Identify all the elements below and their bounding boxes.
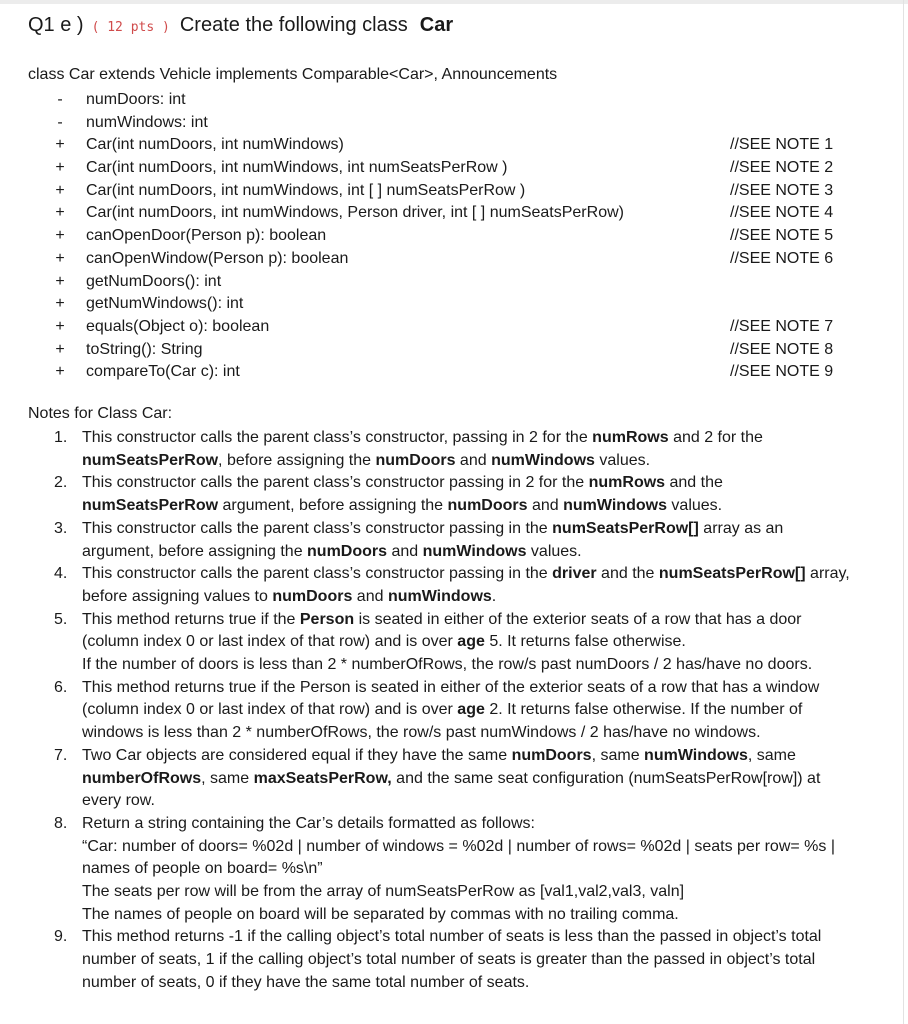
- note-paragraph: [82, 926, 858, 994]
- note-paragraph: [82, 677, 858, 745]
- bold-term: numDoors: [272, 587, 353, 605]
- note-text: Two Car objects are considered equal if they have the same: [82, 746, 512, 764]
- bold-term: numWindows: [491, 451, 595, 469]
- bold-term: numDoors: [447, 497, 528, 515]
- bold-term: numberOfRows: [82, 769, 202, 787]
- member-signature: Car(int numDoors, int numWindows, int [ ] numSeatsPerRow ): [86, 181, 526, 199]
- member-row: [28, 248, 858, 271]
- visibility-symbol: +: [55, 249, 65, 267]
- bold-term: numDoors: [511, 746, 592, 764]
- note-text: is seated in either of the exterior seats of a row that has a door (column index 0 or last index of that row) and is over: [82, 610, 802, 651]
- note-text: values.: [594, 451, 651, 469]
- points-label: ( 12 pts ): [91, 20, 170, 35]
- note-text: 2. It returns false otherwise. If the number of windows is less than 2 * numberOfRows, the row/s past numWindows / 2 has/have no windows.: [82, 701, 803, 742]
- note-paragraph: [82, 904, 858, 927]
- note-number: 7.: [54, 746, 68, 764]
- note-item: [28, 518, 858, 563]
- note-text: Return a string containing the Car’s details formatted as follows:: [82, 814, 535, 832]
- member-signature: canOpenDoor(Person p): boolean: [86, 227, 327, 245]
- note-number: 3.: [54, 519, 68, 537]
- visibility-symbol: -: [57, 113, 63, 131]
- member-signature: equals(Object o): boolean: [86, 317, 270, 335]
- note-paragraph: [82, 813, 858, 836]
- note-text: and: [352, 587, 388, 605]
- bold-term: numSeatsPerRow: [82, 497, 219, 515]
- bold-term: numRows: [592, 429, 669, 446]
- bold-term: Person: [299, 610, 355, 628]
- visibility-symbol: +: [55, 340, 65, 358]
- note-number: 4.: [54, 565, 68, 583]
- note-number: 2.: [54, 474, 68, 492]
- bold-term: numDoors: [307, 542, 388, 560]
- member-note: //SEE NOTE 3: [730, 181, 834, 199]
- notes-title: Notes for Class Car:: [28, 405, 173, 422]
- note-paragraph: [82, 563, 858, 608]
- note-paragraph: [82, 427, 858, 472]
- member-row: [28, 339, 858, 362]
- note-text: values.: [526, 542, 582, 560]
- class-name: Car: [419, 14, 454, 36]
- note-text: .: [491, 587, 497, 605]
- note-paragraph: [82, 836, 858, 881]
- member-list: [28, 89, 858, 384]
- note-text: This method returns -1 if the calling object’s total number of seats is less than the passed in object’s total number of seats, 1 if the calling object’s total number of seats is greater than the passed in object’s total number of seats, 0 if they have the same total number of seats.: [82, 928, 822, 991]
- member-signature: compareTo(Car c): int: [86, 363, 240, 381]
- member-row: [28, 202, 858, 225]
- visibility-symbol: +: [55, 363, 65, 381]
- member-row: [28, 271, 858, 294]
- bold-term: maxSeatsPerRow,: [253, 769, 392, 787]
- note-number: 9.: [54, 928, 68, 946]
- visibility-symbol: -: [57, 91, 63, 108]
- visibility-symbol: +: [55, 295, 65, 313]
- note-text: This method returns true if the Person is seated in either of the exterior seats of a row that has a window (column index 0 or last index of that row) and is over: [82, 678, 820, 719]
- member-note: //SEE NOTE 9: [730, 363, 834, 381]
- note-text: This constructor calls the parent class’s constructor passing in the: [82, 519, 553, 537]
- member-note: //SEE NOTE 1: [730, 136, 834, 154]
- member-row: [28, 157, 858, 180]
- note-paragraph: [82, 881, 858, 904]
- note-text: This method returns true if the: [82, 610, 300, 628]
- note-text: argument, before assigning the: [218, 497, 448, 515]
- member-row: [28, 361, 858, 384]
- note-item: [28, 813, 858, 927]
- note-text: The names of people on board will be separated by commas with no trailing comma.: [82, 905, 679, 923]
- member-row: [28, 316, 858, 339]
- note-text: 5. It returns false otherwise.: [484, 633, 686, 651]
- bold-term: age: [457, 701, 485, 719]
- visibility-symbol: +: [55, 317, 65, 335]
- note-paragraph: [82, 654, 858, 677]
- bold-term: numSeatsPerRow[]: [658, 565, 806, 583]
- visibility-symbol: +: [55, 159, 65, 177]
- note-paragraph: [82, 745, 858, 813]
- note-text: , before assigning the: [218, 451, 376, 469]
- note-item: [28, 427, 858, 472]
- note-text: , same: [591, 746, 645, 764]
- note-text: This constructor calls the parent class’s constructor passing in 2 for the: [82, 474, 589, 492]
- bold-term: numSeatsPerRow[]: [552, 519, 699, 537]
- member-row: [28, 112, 858, 135]
- member-signature: Car(int numDoors, int numWindows, int numSeatsPerRow ): [86, 159, 508, 177]
- note-text: and the same seat configuration (numSeatsPerRow[row]) at every row.: [82, 769, 821, 810]
- notes-list: [28, 427, 858, 995]
- note-item: [28, 563, 858, 608]
- class-declaration: class Car extends Vehicle implements Comparable<Car>, Announcements: [28, 66, 558, 83]
- bold-term: numWindows: [422, 542, 527, 560]
- member-row: [28, 89, 858, 112]
- visibility-symbol: +: [55, 204, 65, 222]
- bold-term: driver: [552, 565, 597, 583]
- note-text: array, before assigning values to: [82, 565, 850, 605]
- note-text: and: [387, 542, 423, 560]
- bold-term: numSeatsPerRow: [82, 451, 219, 469]
- note-text: array as an argument, before assigning the: [82, 519, 784, 560]
- member-signature: Car(int numDoors, int numWindows, Person driver, int [ ] numSeatsPerRow): [86, 204, 624, 222]
- bold-term: numWindows: [387, 587, 492, 605]
- note-text: “Car: number of doors= %02d | number of windows = %02d | number of rows= %02d | seats per row= %s | names of people on board= %s\n”: [82, 837, 835, 878]
- note-item: [28, 609, 858, 677]
- right-border: [903, 0, 904, 1024]
- note-text: The seats per row will be from the array of numSeatsPerRow as [val1,val2,val3, valn]: [82, 883, 685, 901]
- visibility-symbol: +: [55, 272, 65, 290]
- note-text: This constructor calls the parent class’s constructor, passing in 2 for the: [82, 429, 593, 446]
- note-text: If the number of doors is less than 2 * numberOfRows, the row/s past numDoors / 2 has/have no doors.: [82, 656, 813, 674]
- top-border: [0, 0, 908, 4]
- member-row: [28, 134, 858, 157]
- visibility-symbol: +: [55, 181, 65, 199]
- note-text: and the: [596, 565, 659, 583]
- member-signature: getNumWindows(): int: [86, 295, 244, 313]
- member-signature: canOpenWindow(Person p): boolean: [86, 249, 349, 267]
- note-item: [28, 677, 858, 745]
- member-row: [28, 225, 858, 248]
- question-header: [28, 14, 453, 40]
- member-signature: numWindows: int: [86, 113, 208, 131]
- note-text: and: [455, 451, 492, 469]
- bold-term: numWindows: [644, 746, 748, 764]
- member-signature: getNumDoors(): int: [86, 272, 222, 290]
- note-number: 8.: [54, 814, 68, 832]
- note-text: and 2 for the: [668, 429, 763, 446]
- note-text: , same: [201, 769, 254, 787]
- member-note: //SEE NOTE 7: [730, 317, 834, 335]
- question-number: Q1 e ): [28, 14, 84, 36]
- member-row: [28, 293, 858, 316]
- visibility-symbol: +: [55, 136, 65, 154]
- note-number: 5.: [54, 610, 68, 628]
- note-paragraph: [82, 472, 858, 517]
- member-note: //SEE NOTE 4: [730, 204, 834, 222]
- bold-term: age: [457, 633, 485, 651]
- note-text: This constructor calls the parent class’s constructor passing in the: [82, 565, 553, 583]
- bold-term: numRows: [588, 474, 666, 492]
- note-item: [28, 745, 858, 813]
- member-note: //SEE NOTE 6: [730, 249, 834, 267]
- note-number: 6.: [54, 678, 68, 696]
- question-title: Create the following class: [179, 14, 408, 36]
- note-paragraph: [82, 518, 858, 563]
- note-text: and: [527, 497, 564, 515]
- member-note: //SEE NOTE 5: [730, 227, 834, 245]
- note-paragraph: [82, 609, 858, 654]
- note-text: , same: [747, 746, 796, 764]
- note-text: values.: [666, 497, 723, 515]
- member-signature: toString(): String: [86, 340, 203, 358]
- note-item: [28, 472, 858, 517]
- visibility-symbol: +: [55, 227, 65, 245]
- bold-term: numWindows: [563, 497, 667, 515]
- member-note: //SEE NOTE 8: [730, 340, 834, 358]
- member-note: //SEE NOTE 2: [730, 159, 834, 177]
- note-item: [28, 926, 858, 994]
- note-number: 1.: [54, 429, 68, 446]
- member-row: [28, 180, 858, 203]
- member-signature: numDoors: int: [86, 91, 186, 108]
- note-text: and the: [665, 474, 723, 492]
- member-signature: Car(int numDoors, int numWindows): [86, 136, 344, 154]
- bold-term: numDoors: [375, 451, 456, 469]
